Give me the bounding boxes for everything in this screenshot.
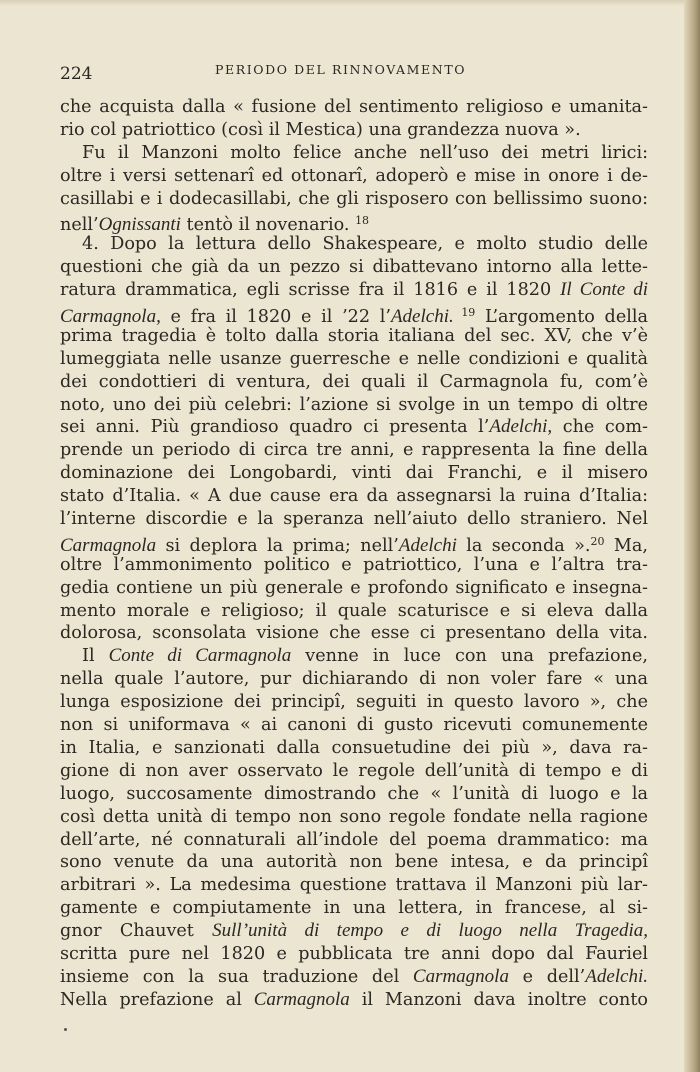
text-line xyxy=(60,485,648,508)
text-line xyxy=(60,508,648,531)
text-run: gamente e compiutamente in una lettera, in francese, al si- xyxy=(60,898,648,919)
italic-title: Carmagnola xyxy=(253,988,350,1010)
text-run: in Italia, e sanzionati dalla consuetudine dei più », dava ra- xyxy=(60,737,648,758)
text-line xyxy=(60,577,648,600)
page-top-edge xyxy=(0,0,700,6)
text-line xyxy=(60,439,648,462)
italic-title: Carmagnola xyxy=(412,965,509,987)
text-run: Ma, xyxy=(604,535,648,556)
text-run: questioni che già da un pezzo si dibattevano intorno alla lette- xyxy=(60,257,648,278)
text-line xyxy=(60,714,648,737)
text-run: la seconda ». xyxy=(456,535,591,556)
text-line xyxy=(60,851,648,874)
text-line xyxy=(60,645,648,668)
page-number: 224 xyxy=(60,64,93,84)
text-run: gione di non aver osservato le regole dell’unità di tempo e di xyxy=(60,760,648,781)
footnote-ref: 20 xyxy=(590,534,605,548)
footnote-ref: 18 xyxy=(355,214,370,228)
text-run: Fu il Manzoni molto felice anche nell’uso dei metri lirici: xyxy=(82,142,648,163)
page-binding-shadow xyxy=(684,0,700,1072)
text-run: sono venute da una autorità non bene intesa, e da principî xyxy=(60,852,648,873)
text-line xyxy=(60,279,648,302)
italic-title: Adelchi. xyxy=(585,965,648,987)
text-line xyxy=(60,531,648,554)
text-line xyxy=(60,943,648,966)
text-run: non si uniformava « ai canoni di gusto ricevuti comunemente xyxy=(60,715,648,736)
text-line xyxy=(60,920,648,943)
text-line xyxy=(60,119,648,142)
text-run: prima tragedia è tolto dalla storia italiana del sec. XV, che v’è xyxy=(60,325,648,346)
text-line xyxy=(60,96,648,119)
text-run: 4. Dopo la lettura dello Shakespeare, e molto studio delle xyxy=(82,234,648,255)
running-title: PERIODO DEL RINNOVAMENTO xyxy=(215,62,467,77)
text-run: si deplora la prima; nell’ xyxy=(156,535,399,556)
text-run: sei anni. Più grandioso quadro ci presenta l’ xyxy=(60,417,490,438)
italic-title: Adelchi xyxy=(398,534,457,556)
text-run: stato d’Italia. « A due cause era da assegnarsi la ruina d’Italia: xyxy=(60,486,648,507)
text-run: oltre l’ammonimento politico e patriottico, l’una e l’altra tra- xyxy=(60,554,648,575)
text-line xyxy=(60,668,648,691)
text-run: scritta pure nel 1820 e pubblicata tre anni dopo dal Fauriel xyxy=(60,943,648,964)
text-run: gnor Chauvet xyxy=(60,921,213,942)
text-run: dolorosa, sconsolata visione che esse ci presentano della vita. xyxy=(60,623,648,644)
italic-title: Carmagnola xyxy=(60,534,157,556)
text-line xyxy=(60,760,648,783)
text-line xyxy=(60,233,648,256)
text-run: dell’arte, né connaturali all’indole del poema drammatico: ma xyxy=(60,829,648,850)
text-line xyxy=(60,371,648,394)
text-line xyxy=(60,348,648,371)
text-run: il Manzoni dava inoltre conto xyxy=(349,989,648,1010)
italic-title: Sull’unità di tempo e di luogo nella Tragedia, xyxy=(212,920,648,942)
text-run: venne in luce con una prefazione, xyxy=(291,646,648,667)
text-run: Il xyxy=(82,646,109,667)
text-run: nell’ xyxy=(60,215,99,236)
text-run: tentò il novenario. xyxy=(180,215,356,236)
text-line xyxy=(60,897,648,920)
text-line xyxy=(60,188,648,211)
text-run: gedia contiene un più generale e profondo significato e insegna- xyxy=(60,577,648,598)
text-run: ratura drammatica, egli scrisse fra il 1816 e il 1820 xyxy=(60,280,561,301)
italic-title: Conte di Carmagnola xyxy=(108,645,292,667)
text-run: così detta unità di tempo non sono regole fondate nella ragione xyxy=(60,806,648,827)
text-run: prende un periodo di circa tre anni, e rappresenta la fine della xyxy=(60,440,648,461)
text-line xyxy=(60,325,648,348)
text-run: luogo, succosamente dimostrando che « l’unità di luogo e la xyxy=(60,783,648,804)
text-line xyxy=(60,966,648,989)
italic-title: Adelchi, xyxy=(489,416,553,438)
text-line xyxy=(60,737,648,760)
text-line xyxy=(60,806,648,829)
italic-title: Carmagnola, xyxy=(60,306,161,328)
text-line xyxy=(60,874,648,897)
text-run: l’interne discordie e la speranza nell’aiuto dello straniero. Nel xyxy=(60,509,648,530)
text-line xyxy=(60,210,648,236)
text-run: mento morale e religioso; il quale scaturisce e si eleva dalla xyxy=(60,600,648,621)
text-run: e dell’ xyxy=(508,966,586,987)
text-run: che acquista dalla « fusione del sentimento religioso e umanita- xyxy=(60,97,648,117)
text-line xyxy=(60,622,648,645)
text-line xyxy=(60,554,648,577)
italic-title: Il Conte di xyxy=(560,279,648,301)
text-line xyxy=(60,256,648,279)
text-run: lunga esposizione dei principî, seguiti in questo lavoro », che xyxy=(60,692,648,713)
text-line xyxy=(60,165,648,188)
text-run: che com- xyxy=(552,417,648,438)
text-run: dei condottieri di ventura, dei quali il Carmagnola fu, com’è xyxy=(60,371,648,392)
text-line xyxy=(60,783,648,806)
text-run: arbitrari ». La medesima questione trattava il Manzoni più lar- xyxy=(60,875,648,896)
text-line xyxy=(60,302,648,328)
text-run: e fra il 1820 e il ’22 l’ xyxy=(160,307,391,328)
italic-title: Ognissanti xyxy=(98,214,181,236)
text-line xyxy=(60,989,648,1012)
text-line xyxy=(60,394,648,417)
text-line xyxy=(60,600,648,623)
text-run: casillabi e i dodecasillabi, che gli risposero con bellissimo suono: xyxy=(60,188,648,209)
footnote-ref: 19 xyxy=(453,306,476,320)
text-run: oltre i versi settenarî ed ottonarî, adoperò e mise in onore i de- xyxy=(60,165,648,186)
text-run: L’argomento della xyxy=(475,307,648,328)
text-run: dominazione dei Longobardi, vinti dai Franchi, e il misero xyxy=(60,463,648,484)
text-line xyxy=(60,142,648,165)
page-header xyxy=(60,62,650,86)
text-line xyxy=(60,416,648,439)
text-line xyxy=(60,462,648,485)
text-run: Nella prefazione al xyxy=(60,989,254,1010)
text-line xyxy=(60,829,648,852)
text-run: noto, uno dei più celebri: l’azione si svolge in un tempo di oltre xyxy=(60,394,648,415)
text-run: insieme con la sua traduzione del xyxy=(60,966,413,987)
text-run: rio col patriottico (così il Mestica) una grandezza nuova ». xyxy=(60,119,581,140)
body-text xyxy=(60,96,648,1012)
text-line xyxy=(60,691,648,714)
ink-speck xyxy=(64,1028,67,1031)
text-run: nella quale l’autore, pur dichiarando di non voler fare « una xyxy=(60,669,648,690)
text-run: lumeggiata nelle usanze guerresche e nelle condizioni e qualità xyxy=(60,348,648,369)
italic-title: Adelchi. xyxy=(390,306,454,328)
